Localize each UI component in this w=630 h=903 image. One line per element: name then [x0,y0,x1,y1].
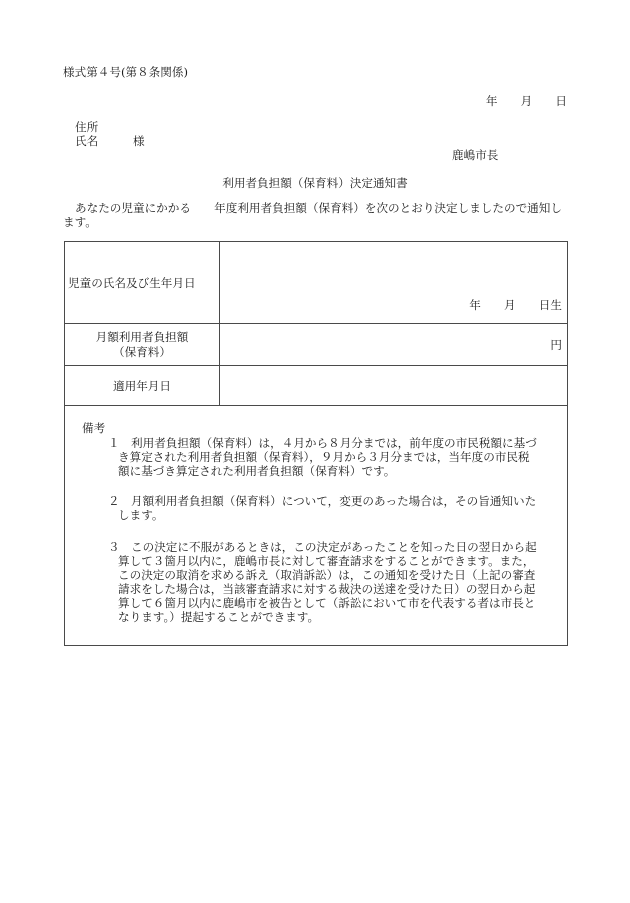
remarks-line: 額に基づき算定された利用者負担額（保育料）です。 [118,464,396,478]
issue-date: 年 月 日 [485,94,567,108]
remarks-item-number: ２ [108,494,120,508]
recipient-honorific: 様 [133,134,145,148]
remarks-line: き算定された利用者負担額（保育料），９月から３月分までは，当年度の市民税 [118,450,530,464]
remarks-item-number: ３ [108,540,120,554]
row-label: 適用年月日 [113,378,171,393]
remarks-section [65,406,567,645]
birthdate-placeholder: 年 月 日生 [469,298,562,312]
remarks-line: この決定の取消を求める訴え（取消訴訟）は，この通知を受けた日（上記の審査 [118,568,536,582]
remarks-line: 算して３箇月以内に，鹿嶋市長に対して審査請求をすることができます。また， [118,554,535,568]
remarks-line: この決定に不服があるときは，この決定があったことを知った日の翌日から起 [131,540,537,554]
table-row-effective-date [65,366,567,406]
recipient-address-label: 住所 [75,120,99,134]
currency-unit: 円 [550,337,562,352]
row-value-cell [220,324,567,365]
remarks-line: 利用者負担額（保育料）は，４月から８月分までは，前年度の市民税額に基づ [131,436,537,450]
table-row-child-name-birthdate [65,242,567,324]
row-label-cell [65,242,220,323]
row-label: （保育料） [113,344,171,359]
table-row-monthly-fee [65,324,567,366]
remarks-line: なります。）提起することができます。 [118,610,320,624]
remarks-line: します。 [118,508,164,522]
row-label: 児童の氏名及び生年月日 [68,275,196,290]
remarks-line: 請求をした場合は，当該審査請求に対する裁決の送達を受けた日）の翌日から起 [118,582,536,596]
document-title: 利用者負担額（保育料）決定通知書 [222,176,408,190]
intro-line: ます。 [63,215,97,229]
recipient-name-label: 氏名 [75,134,99,148]
row-label-cell [65,324,220,365]
row-value-cell [220,366,567,405]
intro-line: あなたの児童にかかる 年度利用者負担額（保育料）を次のとおり決定しましたので通知し [75,201,562,215]
details-table [64,241,568,646]
row-value-cell [220,242,567,323]
remarks-heading: 備考 [82,421,106,435]
remarks-line: 月額利用者負担額（保育料）について，変更のあった場合は，その旨通知いた [131,494,537,508]
remarks-item-number: １ [108,436,120,450]
remarks-line: 算して６箇月以内に鹿嶋市を被告として（訴訟において市を代表する者は市長と [118,596,536,610]
row-label: 月額利用者負担額 [95,329,189,344]
row-label-cell [65,366,220,405]
form-number: 様式第４号(第８条関係) [63,65,188,79]
sender-name: 鹿嶋市長 [452,148,499,162]
